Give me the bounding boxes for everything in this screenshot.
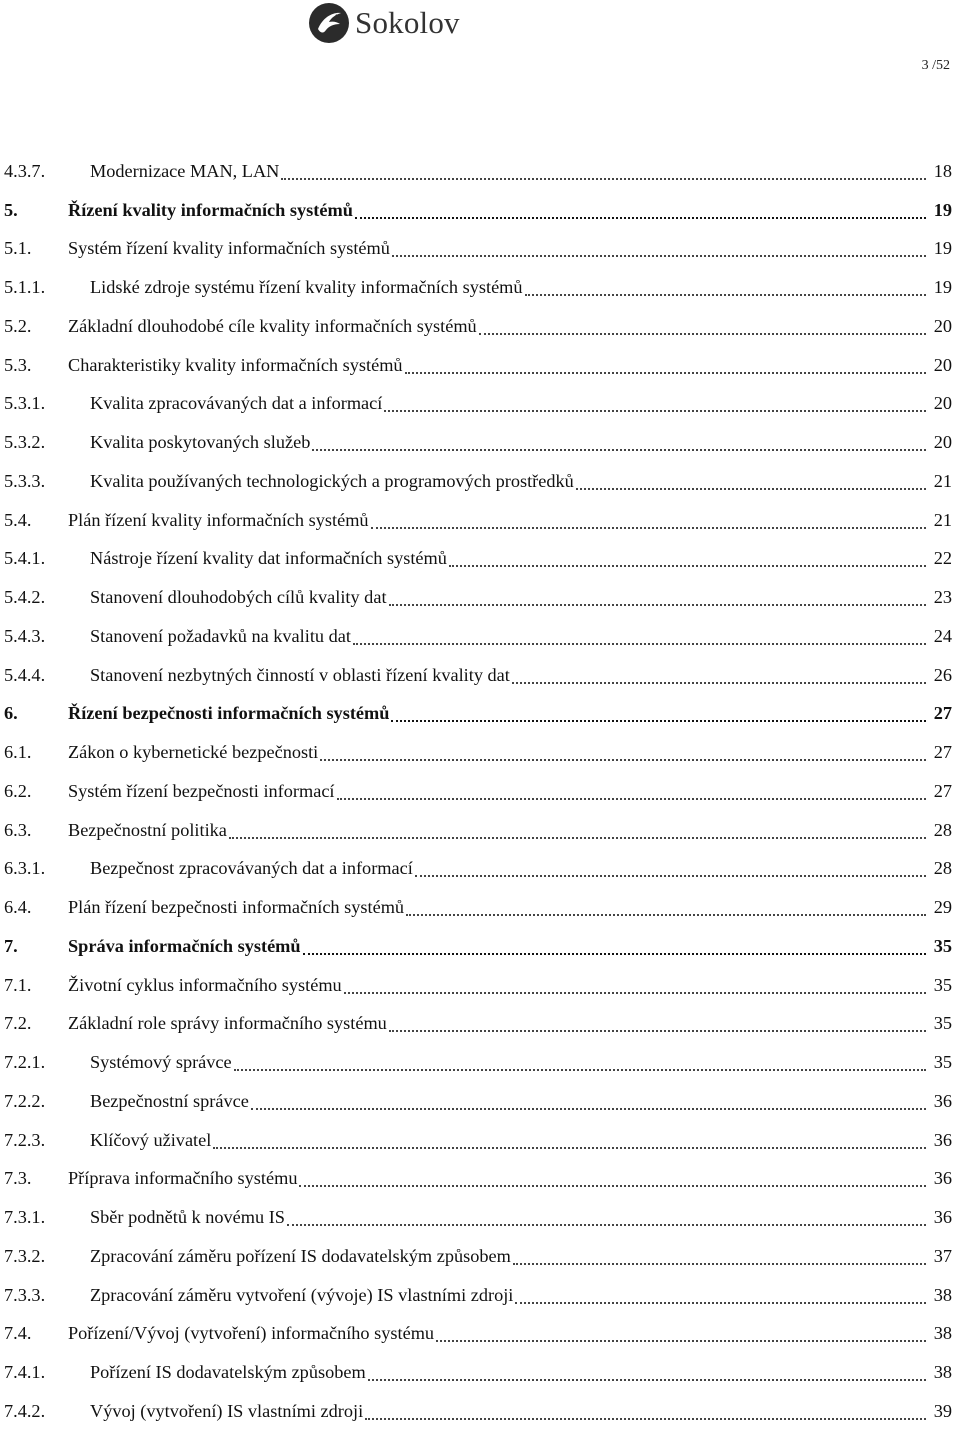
toc-entry-number: 5.3. <box>4 354 32 375</box>
toc-entry-title: Pořízení IS dodavatelským způsobem <box>90 1362 366 1383</box>
toc-entry[interactable] <box>4 1276 952 1315</box>
toc-entry-page: 19 <box>933 199 952 220</box>
toc-entry-title: Nástroje řízení kvality dat informačních systémů <box>90 548 447 569</box>
table-of-contents <box>4 152 952 1431</box>
toc-dot-leader <box>391 720 926 722</box>
toc-entry-number: 5.2. <box>4 315 32 336</box>
toc-entry-title: Správa informačních systémů <box>68 935 301 956</box>
toc-entry-number: 7.3.3. <box>4 1284 46 1305</box>
toc-entry[interactable] <box>4 191 952 230</box>
toc-entry-number: 7.2. <box>4 1013 32 1034</box>
toc-entry-page: 36 <box>933 1207 952 1228</box>
toc-entry[interactable] <box>4 1392 952 1431</box>
toc-entry[interactable] <box>4 811 952 850</box>
toc-entry-page: 36 <box>933 1168 952 1189</box>
toc-dot-leader <box>320 759 926 761</box>
toc-entry-title: Bezpečnostní politika <box>68 819 227 840</box>
toc-entry[interactable] <box>4 540 952 579</box>
toc-entry-number: 5.3.1. <box>4 393 46 414</box>
toc-dot-leader <box>287 1224 926 1226</box>
toc-entry-page: 29 <box>933 897 952 918</box>
toc-dot-leader <box>229 837 926 839</box>
toc-entry-number: 7.3.2. <box>4 1245 46 1266</box>
toc-entry[interactable] <box>4 656 952 695</box>
toc-entry-number: 7.2.3. <box>4 1129 46 1150</box>
toc-dot-leader <box>405 372 926 374</box>
toc-entry-page: 20 <box>933 393 952 414</box>
toc-entry-number: 6.1. <box>4 742 32 763</box>
toc-entry[interactable] <box>4 772 952 811</box>
toc-entry-page: 23 <box>933 587 952 608</box>
toc-entry-number: 5.4.2. <box>4 587 46 608</box>
toc-entry-number: 6.3.1. <box>4 858 46 879</box>
toc-entry[interactable] <box>4 1082 952 1121</box>
toc-entry-title: Pořízení/Vývoj (vytvoření) informačního systému <box>68 1323 435 1344</box>
toc-entry-page: 20 <box>933 354 952 375</box>
toc-entry[interactable] <box>4 152 952 191</box>
toc-entry-page: 19 <box>933 277 952 298</box>
toc-entry-title: Plán řízení bezpečnosti informačních systémů <box>68 897 405 918</box>
toc-entry-title: Základní role správy informačního systému <box>68 1013 387 1034</box>
toc-entry-title: Zpracování záměru vytvoření (vývoje) IS vlastními zdroji <box>90 1284 514 1305</box>
toc-dot-leader <box>392 255 926 257</box>
toc-entry-number: 5. <box>4 199 18 220</box>
toc-entry[interactable] <box>4 850 952 889</box>
toc-entry-title: Příprava informačního systému <box>68 1168 298 1189</box>
toc-dot-leader <box>234 1069 926 1071</box>
logo <box>309 2 460 44</box>
toc-dot-leader <box>303 953 926 955</box>
toc-dot-leader <box>576 488 926 490</box>
toc-entry-number: 7.3.1. <box>4 1207 46 1228</box>
toc-dot-leader <box>371 527 926 529</box>
toc-entry-number: 7. <box>4 935 18 956</box>
toc-entry-number: 6.4. <box>4 897 32 918</box>
toc-dot-leader <box>515 1302 926 1304</box>
toc-entry-page: 21 <box>933 470 952 491</box>
toc-dot-leader <box>512 682 926 684</box>
toc-entry-title: Bezpečnostní správce <box>90 1090 249 1111</box>
toc-entry-page: 35 <box>933 1052 952 1073</box>
toc-entry-title: Systém řízení bezpečnosti informací <box>68 780 335 801</box>
toc-dot-leader <box>449 565 926 567</box>
toc-entry-number: 5.4.1. <box>4 548 46 569</box>
toc-entry-title: Životní cyklus informačního systému <box>68 974 342 995</box>
toc-entry[interactable] <box>4 307 952 346</box>
toc-entry[interactable] <box>4 927 952 966</box>
toc-entry[interactable] <box>4 966 952 1005</box>
sokolov-bird-icon <box>309 3 349 43</box>
toc-dot-leader <box>251 1108 926 1110</box>
toc-entry-page: 36 <box>933 1090 952 1111</box>
toc-entry-page: 27 <box>933 742 952 763</box>
toc-entry[interactable] <box>4 578 952 617</box>
toc-entry-title: Modernizace MAN, LAN <box>90 160 280 181</box>
toc-entry-page: 18 <box>933 160 952 181</box>
toc-entry-title: Zákon o kybernetické bezpečnosti <box>68 742 319 763</box>
toc-entry-title: Stanovení požadavků na kvalitu dat <box>90 625 351 646</box>
toc-entry[interactable] <box>4 462 952 501</box>
toc-entry-title: Vývoj (vytvoření) IS vlastními zdroji <box>90 1400 364 1421</box>
toc-entry-page: 27 <box>933 780 952 801</box>
toc-entry-title: Kvalita poskytovaných služeb <box>90 432 311 453</box>
logo-text: Sokolov <box>355 5 460 40</box>
toc-dot-leader <box>355 217 926 219</box>
toc-entry[interactable] <box>4 1005 952 1044</box>
toc-dot-leader <box>436 1340 926 1342</box>
toc-entry-number: 7.4.2. <box>4 1400 46 1421</box>
page-indicator: 3 /52 <box>921 58 950 73</box>
toc-entry-number: 6.2. <box>4 780 32 801</box>
toc-entry-title: Systémový správce <box>90 1052 232 1073</box>
toc-entry-number: 5.3.2. <box>4 432 46 453</box>
toc-entry-page: 28 <box>933 858 952 879</box>
toc-entry-number: 7.3. <box>4 1168 32 1189</box>
toc-entry-number: 5.4. <box>4 509 32 530</box>
toc-entry[interactable] <box>4 1237 952 1276</box>
toc-entry-number: 7.2.1. <box>4 1052 46 1073</box>
toc-entry[interactable] <box>4 385 952 424</box>
toc-entry-title: Stanovení nezbytných činností v oblasti řízení kvality dat <box>90 664 510 685</box>
toc-entry[interactable] <box>4 1121 952 1160</box>
toc-entry[interactable] <box>4 617 952 656</box>
toc-entry-page: 38 <box>933 1323 952 1344</box>
toc-entry-number: 6. <box>4 703 18 724</box>
toc-entry-page: 39 <box>933 1400 952 1421</box>
toc-entry[interactable] <box>4 1198 952 1237</box>
toc-entry-title: Řízení kvality informačních systémů <box>68 199 353 220</box>
toc-dot-leader <box>384 410 926 412</box>
toc-entry-number: 5.4.4. <box>4 664 46 685</box>
toc-dot-leader <box>337 798 926 800</box>
toc-entry-title: Základní dlouhodobé cíle kvality informačních systémů <box>68 315 477 336</box>
toc-entry[interactable] <box>4 268 952 307</box>
toc-entry-page: 35 <box>933 1013 952 1034</box>
toc-entry-page: 35 <box>933 935 952 956</box>
toc-entry[interactable] <box>4 695 952 734</box>
toc-entry[interactable] <box>4 1043 952 1082</box>
toc-entry-title: Charakteristiky kvality informačních systémů <box>68 354 403 375</box>
toc-entry-number: 5.3.3. <box>4 470 46 491</box>
toc-entry-page: 35 <box>933 974 952 995</box>
toc-entry-page: 20 <box>933 432 952 453</box>
toc-entry-title: Sběr podnětů k novému IS <box>90 1207 285 1228</box>
toc-entry-title: Plán řízení kvality informačních systémů <box>68 509 369 530</box>
toc-entry[interactable] <box>4 733 952 772</box>
toc-entry-title: Bezpečnost zpracovávaných dat a informací <box>90 858 413 879</box>
toc-dot-leader <box>389 1030 926 1032</box>
toc-entry[interactable] <box>4 501 952 540</box>
toc-entry-title: Lidské zdroje systému řízení kvality informačních systémů <box>90 277 523 298</box>
toc-entry[interactable] <box>4 346 952 385</box>
toc-entry-title: Řízení bezpečnosti informačních systémů <box>68 703 390 724</box>
toc-dot-leader <box>368 1379 926 1381</box>
toc-entry-number: 4.3.7. <box>4 160 46 181</box>
toc-entry-title: Systém řízení kvality informačních systémů <box>68 238 390 259</box>
toc-entry-title: Kvalita používaných technologických a programových prostředků <box>90 470 574 491</box>
toc-entry[interactable] <box>4 1353 952 1392</box>
toc-entry-page: 27 <box>933 703 952 724</box>
page-header <box>0 0 960 73</box>
toc-entry-number: 5.1. <box>4 238 32 259</box>
toc-dot-leader <box>312 449 926 451</box>
toc-dot-leader <box>513 1263 926 1265</box>
toc-entry-title: Stanovení dlouhodobých cílů kvality dat <box>90 587 387 608</box>
toc-entry[interactable] <box>4 423 952 462</box>
toc-entry[interactable] <box>4 888 952 927</box>
toc-entry-title: Zpracování záměru pořízení IS dodavatelským způsobem <box>90 1245 511 1266</box>
toc-dot-leader <box>213 1147 926 1149</box>
toc-entry[interactable] <box>4 1315 952 1354</box>
toc-entry-page: 38 <box>933 1284 952 1305</box>
toc-entry-page: 37 <box>933 1245 952 1266</box>
toc-entry[interactable] <box>4 1160 952 1199</box>
toc-entry[interactable] <box>4 230 952 269</box>
toc-entry-page: 38 <box>933 1362 952 1383</box>
toc-entry-page: 26 <box>933 664 952 685</box>
toc-entry-number: 5.4.3. <box>4 625 46 646</box>
toc-entry-page: 21 <box>933 509 952 530</box>
toc-dot-leader <box>389 604 926 606</box>
toc-entry-page: 28 <box>933 819 952 840</box>
toc-entry-number: 7.4.1. <box>4 1362 46 1383</box>
toc-entry-number: 7.4. <box>4 1323 32 1344</box>
toc-entry-page: 36 <box>933 1129 952 1150</box>
toc-entry-title: Kvalita zpracovávaných dat a informací <box>90 393 383 414</box>
toc-entry-page: 24 <box>933 625 952 646</box>
toc-entry-title: Klíčový uživatel <box>90 1129 212 1150</box>
toc-dot-leader <box>406 914 926 916</box>
toc-entry-number: 5.1.1. <box>4 277 46 298</box>
toc-dot-leader <box>479 333 926 335</box>
toc-entry-number: 7.1. <box>4 974 32 995</box>
toc-entry-page: 19 <box>933 238 952 259</box>
toc-dot-leader <box>415 875 926 877</box>
toc-dot-leader <box>365 1418 926 1420</box>
toc-dot-leader <box>299 1185 926 1187</box>
toc-dot-leader <box>525 294 926 296</box>
toc-entry-page: 20 <box>933 315 952 336</box>
toc-dot-leader <box>353 643 926 645</box>
toc-dot-leader <box>344 992 926 994</box>
toc-entry-page: 22 <box>933 548 952 569</box>
toc-entry-number: 6.3. <box>4 819 32 840</box>
toc-entry-number: 7.2.2. <box>4 1090 46 1111</box>
toc-dot-leader <box>281 178 926 180</box>
